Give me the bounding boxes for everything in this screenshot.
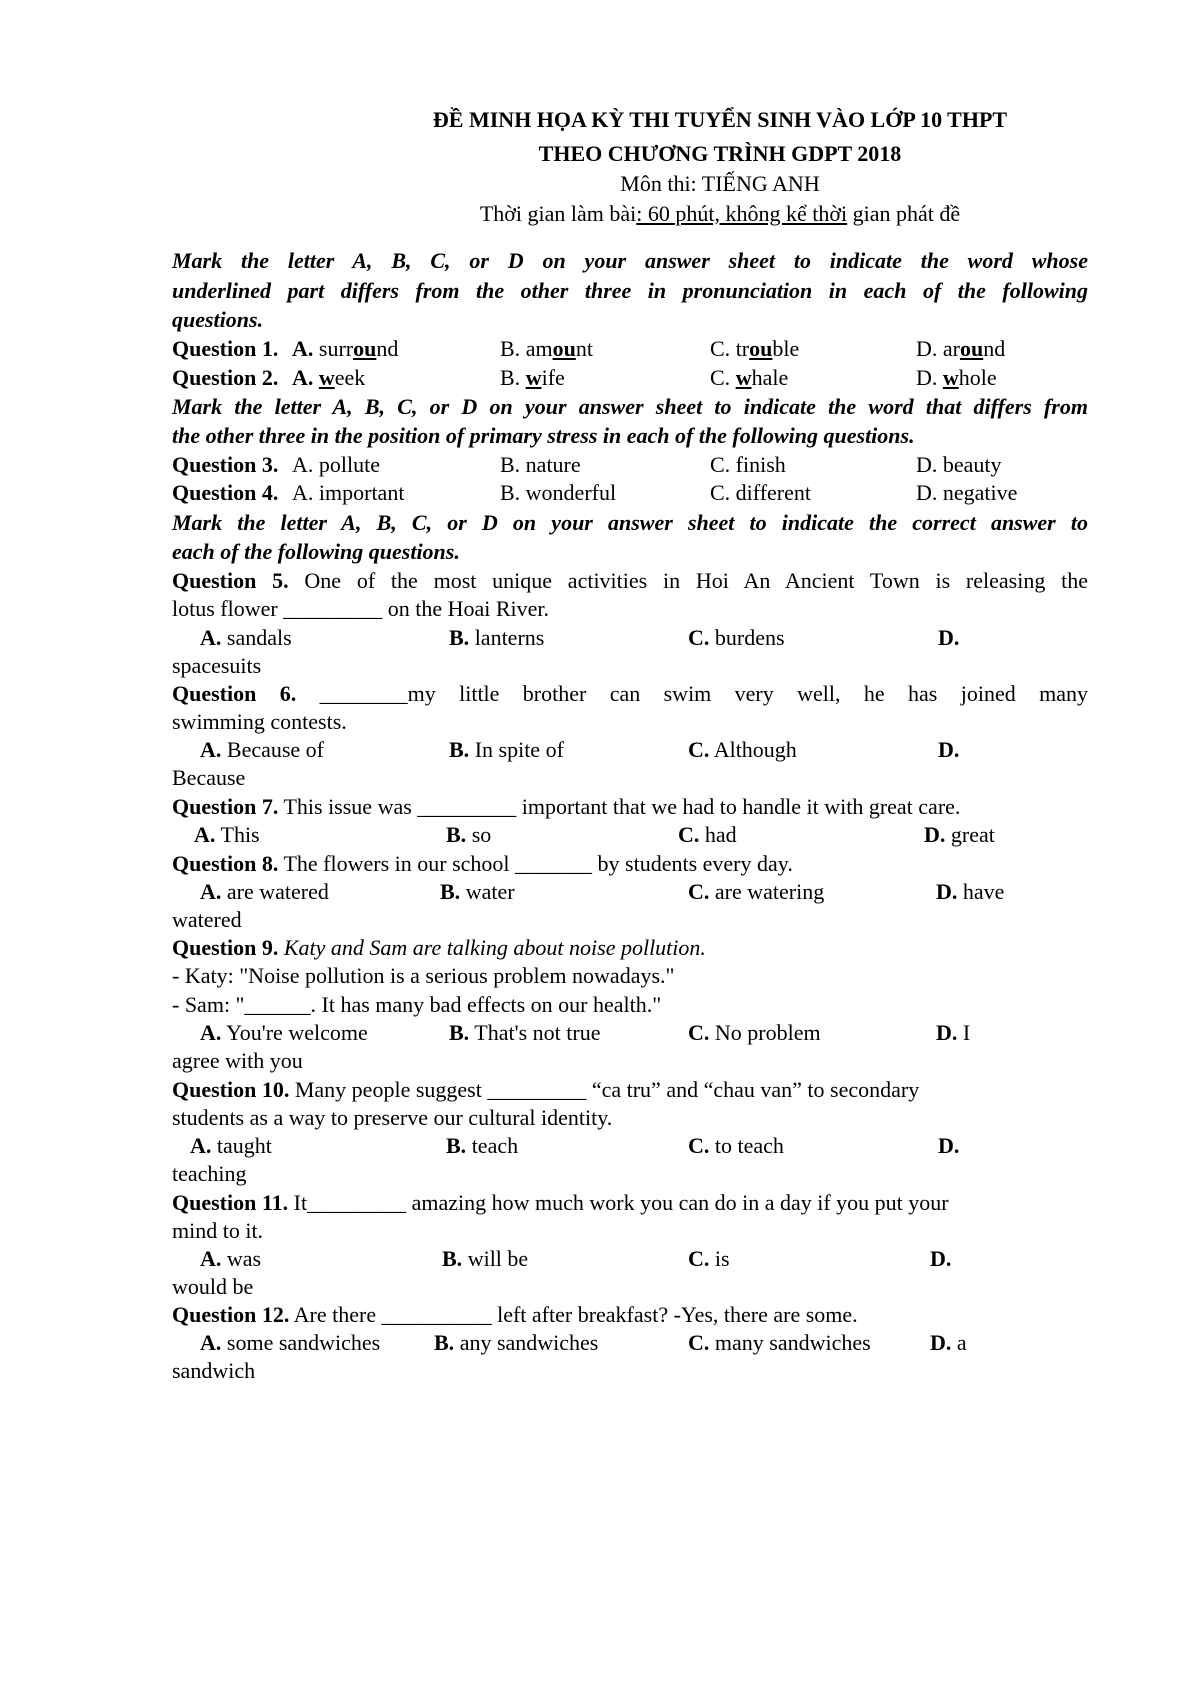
question-8-stem: Question 8. The flowers in our school _______ by students every day. [172, 851, 793, 876]
option-a: A. You're welcome [200, 1020, 368, 1045]
subject-value: TIẾNG ANH [701, 171, 820, 196]
time-label: Thời gian làm bài [479, 201, 637, 226]
option-c: C. No problem [688, 1020, 821, 1045]
question-12-stem: Question 12. Are there __________ left after breakfast? -Yes, there are some. [172, 1302, 858, 1327]
option-d: D. a [930, 1330, 967, 1355]
option-c: C. are watering [688, 879, 825, 904]
question-3 [172, 454, 1088, 476]
option-a: A. pollute [292, 452, 380, 477]
instruction-pronunciation-1: Mark the letter A, B, C, or D on your answer sheet to indicate the word whose [172, 248, 1088, 273]
option-a: A. some sandwiches [200, 1330, 381, 1355]
option-b: B. water [440, 879, 515, 904]
question-9-stem: Question 9. Katy and Sam are talking about noise pollution. [172, 935, 706, 960]
time-rest: gian phát đề [847, 201, 961, 226]
instruction-pronunciation-3: questions. [172, 307, 264, 332]
option-c: C. Although [688, 737, 797, 762]
option-b: B. amount [500, 336, 593, 361]
option-c: C. finish [710, 452, 786, 477]
option-c: C. different [710, 480, 812, 505]
question-5-option-d: spacesuits [172, 653, 262, 678]
option-a: A. This [194, 822, 260, 847]
option-d-label: D. [938, 737, 960, 762]
question-2 [172, 367, 1088, 389]
option-c: C. had [678, 822, 737, 847]
option-c: C. whale [710, 365, 789, 390]
option-b: B. wonderful [500, 480, 617, 505]
question-11-stem: Question 11. It_________ amazing how much work you can do in a day if you put your [172, 1190, 949, 1215]
option-d: D. around [916, 336, 1006, 361]
option-b: B. any sandwiches [434, 1330, 599, 1355]
instruction-correct-1: Mark the letter A, B, C, or D on your answer sheet to indicate the correct answer to [172, 510, 1088, 535]
instruction-correct-2: each of the following questions. [172, 539, 460, 564]
question-1 [172, 338, 1088, 360]
question-10-stem-2: students as a way to preserve our cultural identity. [172, 1105, 613, 1130]
question-5-stem-2: lotus flower _________ on the Hoai River. [172, 596, 550, 621]
question-11-stem-2: mind to it. [172, 1218, 264, 1243]
option-d: D. negative [916, 480, 1018, 505]
option-d: D. great [924, 822, 995, 847]
question-10-stem: Question 10. Many people suggest _________ “ca tru” and “chau van” to secondary [172, 1077, 920, 1102]
question-11-option-d: would be [172, 1274, 254, 1299]
question-label: Question 3. [172, 452, 279, 477]
question-6-stem-2: swimming contests. [172, 709, 347, 734]
question-8-option-d-cont: watered [172, 907, 242, 932]
option-c: C. burdens [688, 625, 785, 650]
option-d: D. I [936, 1020, 971, 1045]
option-c: C. many sandwiches [688, 1330, 871, 1355]
option-a: A. week [292, 365, 366, 390]
option-d-label: D. [938, 625, 960, 650]
question-9-dialogue-2: - Sam: "______. It has many bad effects on our health." [172, 992, 662, 1017]
question-9-option-d-cont: agree with you [172, 1048, 303, 1073]
option-a: A. important [292, 480, 405, 505]
option-b: B. That's not true [449, 1020, 601, 1045]
option-b: B. so [446, 822, 492, 847]
time-value: : 60 phút, không kể thời [636, 201, 848, 226]
option-b: B. teach [446, 1133, 519, 1158]
option-c: C. to teach [688, 1133, 784, 1158]
option-b: B. nature [500, 452, 581, 477]
option-b: B. will be [442, 1246, 529, 1271]
option-d: D. have [936, 879, 1005, 904]
option-b: B. lanterns [449, 625, 545, 650]
option-a: A. Because of [200, 737, 325, 762]
question-6-option-d: Because [172, 765, 246, 790]
option-a: A. sandals [200, 625, 292, 650]
option-a: A. was [200, 1246, 262, 1271]
question-12-option-d-cont: sandwich [172, 1358, 256, 1383]
option-a: A. surround [292, 336, 399, 361]
option-c: C. trouble [710, 336, 800, 361]
option-a: A. taught [190, 1133, 272, 1158]
question-9-dialogue-1: - Katy: "Noise pollution is a serious problem nowadays." [172, 963, 675, 988]
question-6-stem: Question 6. ________my little brother can swim very well, he has joined many [172, 681, 1088, 706]
question-4 [172, 482, 1088, 504]
option-d-label: D. [938, 1133, 960, 1158]
question-label: Question 4. [172, 480, 279, 505]
option-d-label: D. [930, 1246, 952, 1271]
exam-subject [262, 173, 1178, 195]
instruction-stress-2: the other three in the position of primary stress in each of the following questions. [172, 423, 915, 448]
exam-title-line2: THEO CHƯƠNG TRÌNH GDPT 2018 [538, 141, 902, 166]
subject-label: Môn thi: [620, 171, 702, 196]
exam-title-line1: ĐỀ MINH HỌA KỲ THI TUYỂN SINH VÀO LỚP 10 THPT [432, 107, 1008, 132]
instruction-stress-1: Mark the letter A, B, C, or D on your answer sheet to indicate the word that differs from [172, 394, 1088, 419]
option-b: B. In spite of [449, 737, 564, 762]
question-label: Question 1. [172, 336, 279, 361]
instruction-pronunciation-2: underlined part differs from the other three in pronunciation in each of the following [172, 278, 1088, 303]
option-c: C. is [688, 1246, 730, 1271]
question-10-option-d: teaching [172, 1161, 247, 1186]
option-d: D. beauty [916, 452, 1002, 477]
option-d: D. whole [916, 365, 997, 390]
exam-time [262, 203, 1178, 225]
option-a: A. are watered [200, 879, 329, 904]
question-label: Question 2. [172, 365, 279, 390]
question-5-stem: Question 5. One of the most unique activities in Hoi An Ancient Town is releasing the [172, 568, 1088, 593]
option-b: B. wife [500, 365, 565, 390]
question-7-stem: Question 7. This issue was _________ important that we had to handle it with great care. [172, 794, 961, 819]
